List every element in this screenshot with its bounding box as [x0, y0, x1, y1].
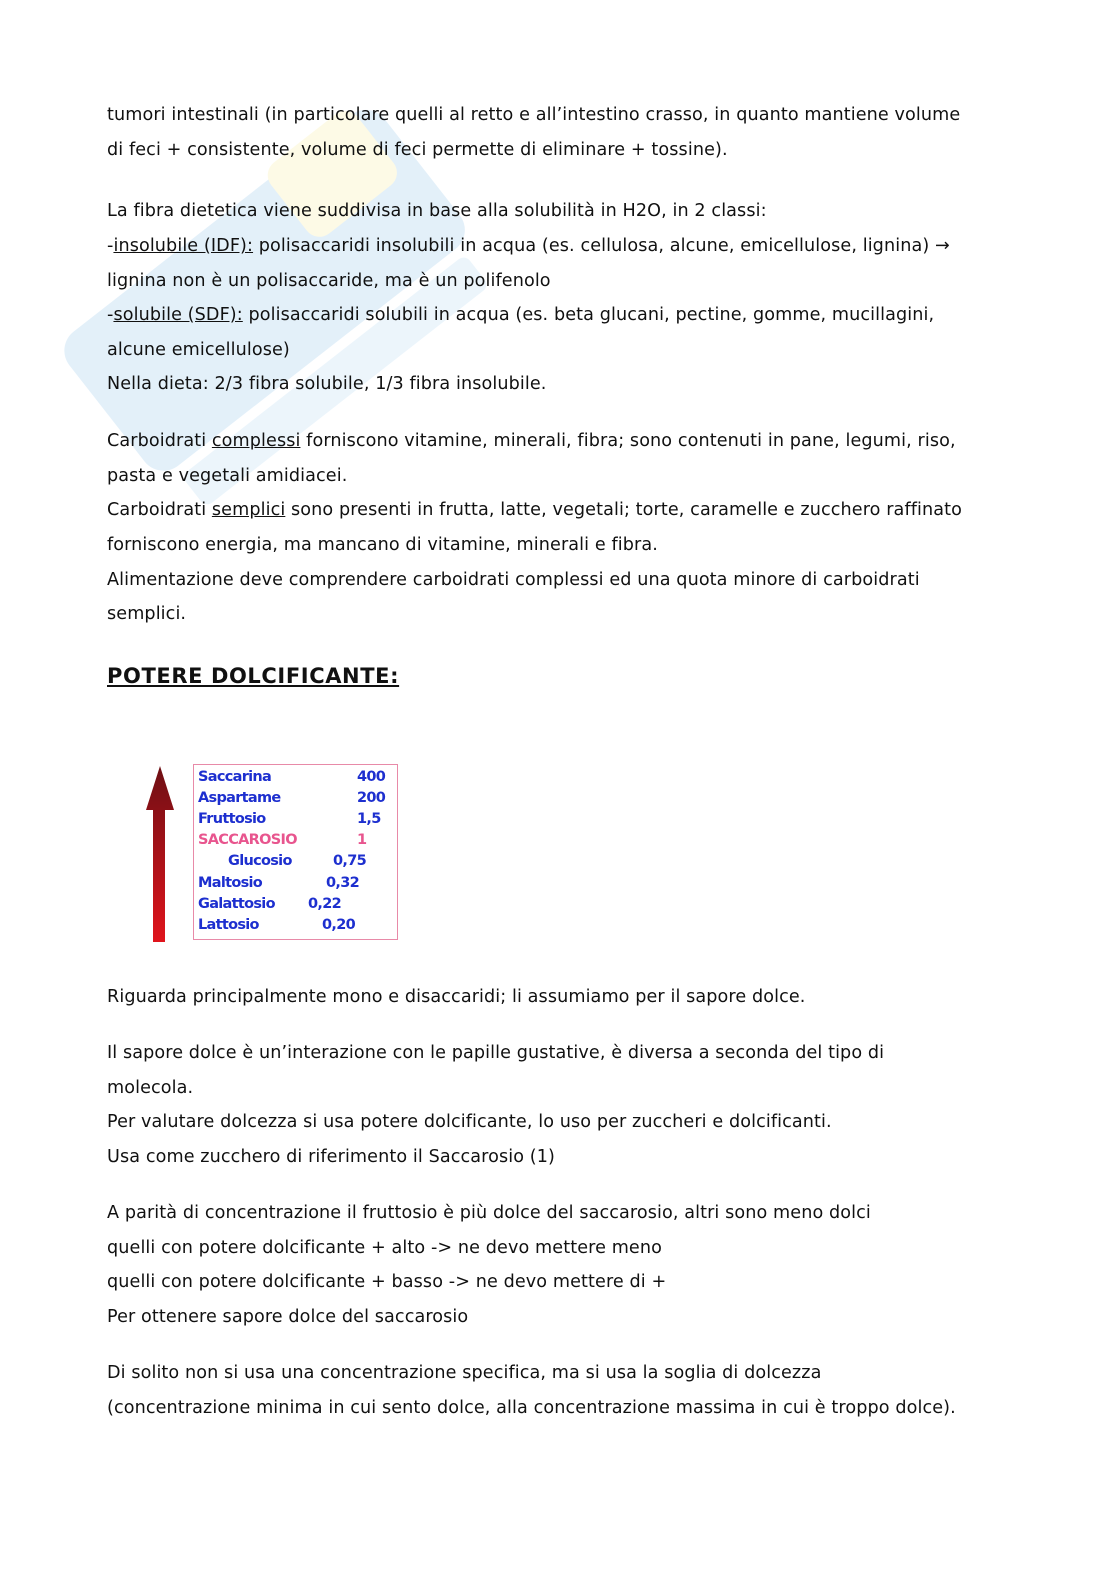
table-name-cell-highlight: SACCAROSIO — [198, 832, 297, 848]
table-name-cell: Maltosio — [198, 875, 263, 891]
table-value-cell: 0,22 — [308, 896, 341, 912]
paragraph-line: tumori intestinali (in particolare quelli al retto e all’intestino crasso, in quanto mantiene volume — [107, 105, 961, 125]
table-name-cell: Lattosio — [198, 917, 259, 933]
table-value-cell: 0,75 — [333, 853, 366, 869]
text-span: Carboidrati — [107, 431, 212, 451]
paragraph-line: Di solito non si usa una concentrazione specifica, ma si usa la soglia di dolcezza — [107, 1363, 822, 1383]
simple-carbs-line — [107, 499, 962, 521]
paragraph-line: molecola. — [107, 1078, 194, 1098]
paragraph-line: Per valutare dolcezza si usa potere dolcificante, lo uso per zuccheri e dolcificanti. — [107, 1112, 832, 1132]
section-heading: POTERE DOLCIFICANTE: — [107, 664, 400, 688]
table-name-cell: Glucosio — [228, 853, 292, 869]
paragraph-line: quelli con potere dolcificante + basso -> ne devo mettere di + — [107, 1272, 667, 1292]
insoluble-fiber-line — [107, 235, 950, 257]
complex-carbs-line — [107, 430, 956, 452]
paragraph-line: Riguarda principalmente mono e disaccaridi; li assumiamo per il sapore dolce. — [107, 987, 806, 1007]
paragraph-line: quelli con potere dolcificante + alto -> ne devo mettere meno — [107, 1238, 662, 1258]
insoluble-description: polisaccaridi insolubili in acqua (es. cellulosa, alcune, emicellulose, lignina) → — [253, 236, 950, 256]
text-span: Carboidrati — [107, 500, 212, 520]
table-value-cell: 1,5 — [357, 811, 381, 827]
text-span: sono presenti in frutta, latte, vegetali; torte, caramelle e zucchero raffinato — [285, 500, 963, 520]
table-value-cell: 200 — [357, 790, 386, 806]
sweetness-table — [193, 764, 398, 940]
paragraph-line: La fibra dietetica viene suddivisa in base alla solubilità in H2O, in 2 classi: — [107, 201, 767, 221]
soluble-fiber-line — [107, 304, 934, 326]
table-value-cell: 0,20 — [322, 917, 355, 933]
paragraph-line: A parità di concentrazione il fruttosio è più dolce del saccarosio, altri sono meno dolci — [107, 1203, 871, 1223]
text-span: forniscono vitamine, minerali, fibra; sono contenuti in pane, legumi, riso, — [300, 431, 956, 451]
paragraph-line: pasta e vegetali amidiacei. — [107, 466, 348, 486]
paragraph-line: Usa come zucchero di riferimento il Saccarosio (1) — [107, 1147, 555, 1167]
table-value-cell: 0,32 — [326, 875, 359, 891]
sweetness-arrow-icon — [144, 764, 176, 944]
soluble-term: solubile (SDF): — [113, 305, 243, 325]
paragraph-line: semplici. — [107, 604, 187, 624]
table-name-cell: Galattosio — [198, 896, 275, 912]
table-value-cell-highlight: 1 — [357, 832, 367, 848]
list-dash: - — [107, 236, 114, 256]
paragraph-line: forniscono energia, ma mancano di vitamine, minerali e fibra. — [107, 535, 658, 555]
simple-term: semplici — [211, 500, 286, 520]
list-dash: - — [107, 305, 114, 325]
paragraph-line: Alimentazione deve comprendere carboidrati complessi ed una quota minore di carboidrati — [107, 570, 920, 590]
paragraph-line: alcune emicellulose) — [107, 340, 290, 360]
paragraph-line: Il sapore dolce è un’interazione con le papille gustative, è diversa a seconda del tipo di — [107, 1043, 885, 1063]
paragraph-line: Nella dieta: 2/3 fibra solubile, 1/3 fibra insolubile. — [107, 374, 547, 394]
insoluble-term: insolubile (IDF): — [113, 236, 254, 256]
paragraph-line: lignina non è un polisaccaride, ma è un polifenolo — [107, 271, 551, 291]
table-value-cell: 400 — [357, 769, 386, 785]
paragraph-line: (concentrazione minima in cui sento dolce, alla concentrazione massima in cui è troppo dolce). — [107, 1398, 956, 1418]
table-name-cell: Aspartame — [198, 790, 281, 806]
table-name-cell: Saccarina — [198, 769, 272, 785]
table-name-cell: Fruttosio — [198, 811, 266, 827]
complex-term: complessi — [211, 431, 301, 451]
paragraph-line: Per ottenere sapore dolce del saccarosio — [107, 1307, 469, 1327]
paragraph-line: di feci + consistente, volume di feci permette di eliminare + tossine). — [107, 140, 728, 160]
soluble-description: polisaccaridi solubili in acqua (es. beta glucani, pectine, gomme, mucillagini, — [242, 305, 935, 325]
